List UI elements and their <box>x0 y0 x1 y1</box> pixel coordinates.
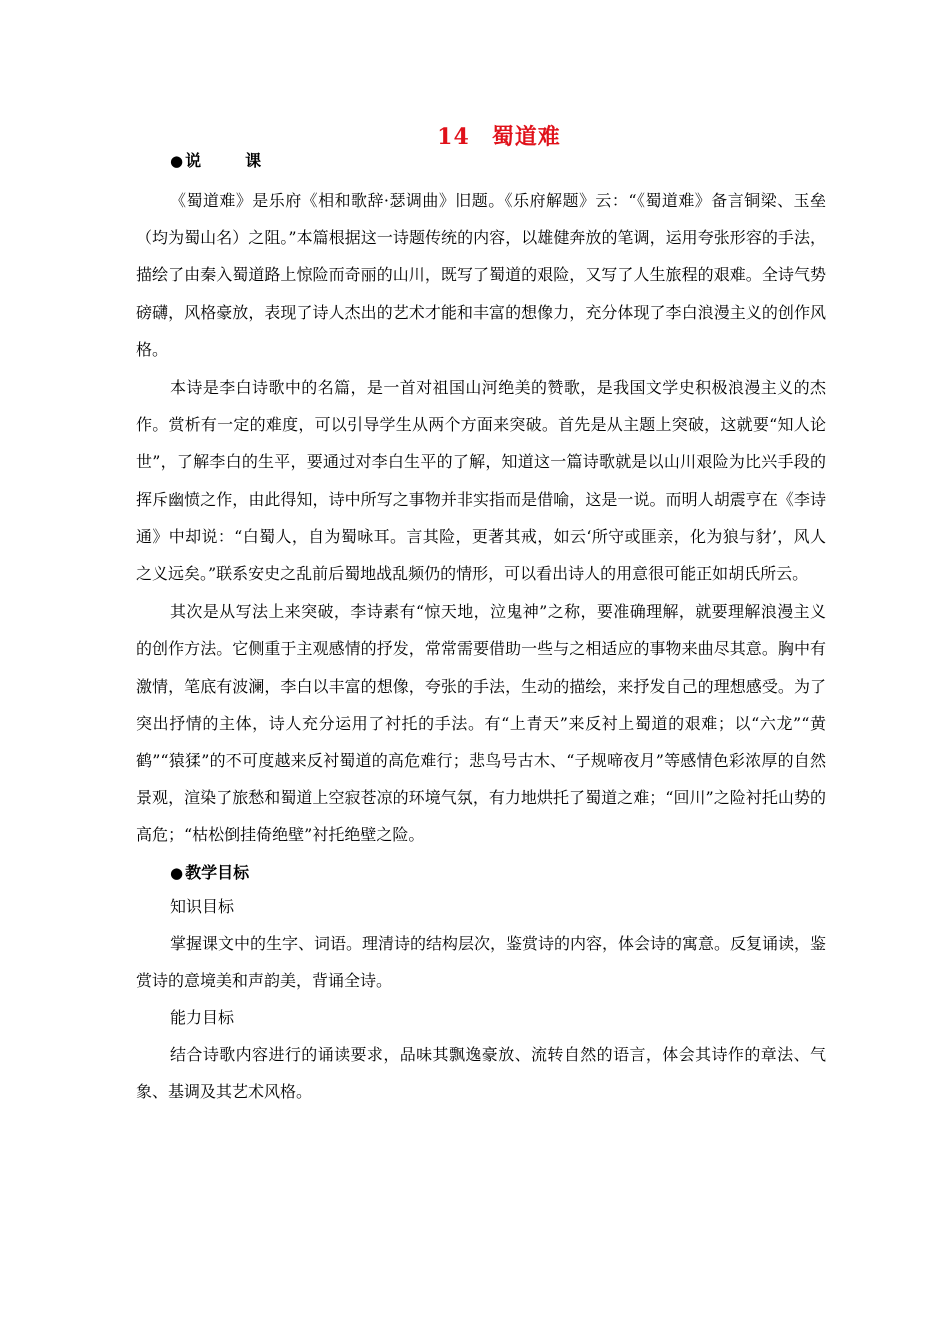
subheading-knowledge-goal: 知识目标 <box>170 896 235 916</box>
paragraph-technique: 其次是从写法上来突破，李诗素有“惊天地，泣鬼神”之称，要准确理解，就要理解浪漫主义的创作方法。它侧重于主观感情的抒发，常常需要借助一些与之相适应的事物来曲尽其意。胸中有激情，笔底有波澜，李白以丰富的想像，夸张的手法，生动的描绘，来抒发自己的理想感受。为了突出抒情的主体，诗人充分运用了衬托的手法。有“上青天”来反衬上蜀道的艰难；以“六龙”“黄鹤”“猿猱”的不可度越来反衬蜀道的高危难行；悲鸟号古木、“子规啼夜月”等感情色彩浓厚的自然景观，渲染了旅愁和蜀道上空寂苍凉的环境气氛，有力地烘托了蜀道之难；“回川”之险衬托山势的高危；“枯松倒挂倚绝壁”衬托绝壁之险。 <box>136 602 826 845</box>
subheading-ability-goal: 能力目标 <box>170 1008 235 1028</box>
bullet-icon: ● <box>170 152 184 170</box>
lesson-title-text: 蜀道难 <box>491 124 561 150</box>
section-heading-label: 说 课 <box>185 151 276 170</box>
paragraph-theme: 本诗是李白诗歌中的名篇，是一首对祖国山河绝美的赞歌，是我国文学史积极浪漫主义的杰作。赏析有一定的难度，可以引导学生从两个方面来突破。首先是从主题上突破，这就要“知人论世”，了解李白的生平，要通过对李白生平的了解，知道这一篇诗歌就是以山川艰险为比兴手段的挥斥幽愤之作，由此得知，诗中所写之事物并非实指而是借喻，这是一说。而明人胡震亨在《李诗通》中却说：“白蜀人，自为蜀咏耳。言其险，更著其戒，如云‘所守或匪亲，化为狼与豺’，风人之义远矣。”联系安史之乱前后蜀地战乱频仍的情形，可以看出诗人的用意很可能正如胡氏所云。 <box>136 378 826 584</box>
section-heading-label: 教学目标 <box>185 862 250 882</box>
paragraph-ability-goal: 结合诗歌内容进行的诵读要求，品味其飘逸豪放、流转自然的语言，体会其诗作的章法、气象、基调及其艺术风格。 <box>136 1045 826 1102</box>
lesson-number: 14 <box>437 124 470 150</box>
section-heading-shuoke <box>136 146 826 176</box>
section-heading-goals <box>136 858 826 888</box>
bullet-icon: ● <box>170 863 184 882</box>
document-body <box>136 146 826 1110</box>
paragraph-intro: 《蜀道难》是乐府《相和歌辞·瑟调曲》旧题。《乐府解题》云：“《蜀道难》备言铜梁、玉垒（均为蜀山名）之阻。”本篇根据这一诗题传统的内容，以雄健奔放的笔调，运用夸张形容的手法，描绘了由秦入蜀道路上惊险而奇丽的山川，既写了蜀道的艰险，又写了人生旅程的艰难。全诗气势磅礴，风格豪放，表现了诗人杰出的艺术才能和丰富的想像力，充分体现了李白浪漫主义的创作风格。 <box>136 191 826 359</box>
paragraph-knowledge-goal: 掌握课文中的生字、词语。理清诗的结构层次，鉴赏诗的内容，体会诗的寓意。反复诵读，鉴赏诗的意境美和声韵美，背诵全诗。 <box>136 933 827 990</box>
